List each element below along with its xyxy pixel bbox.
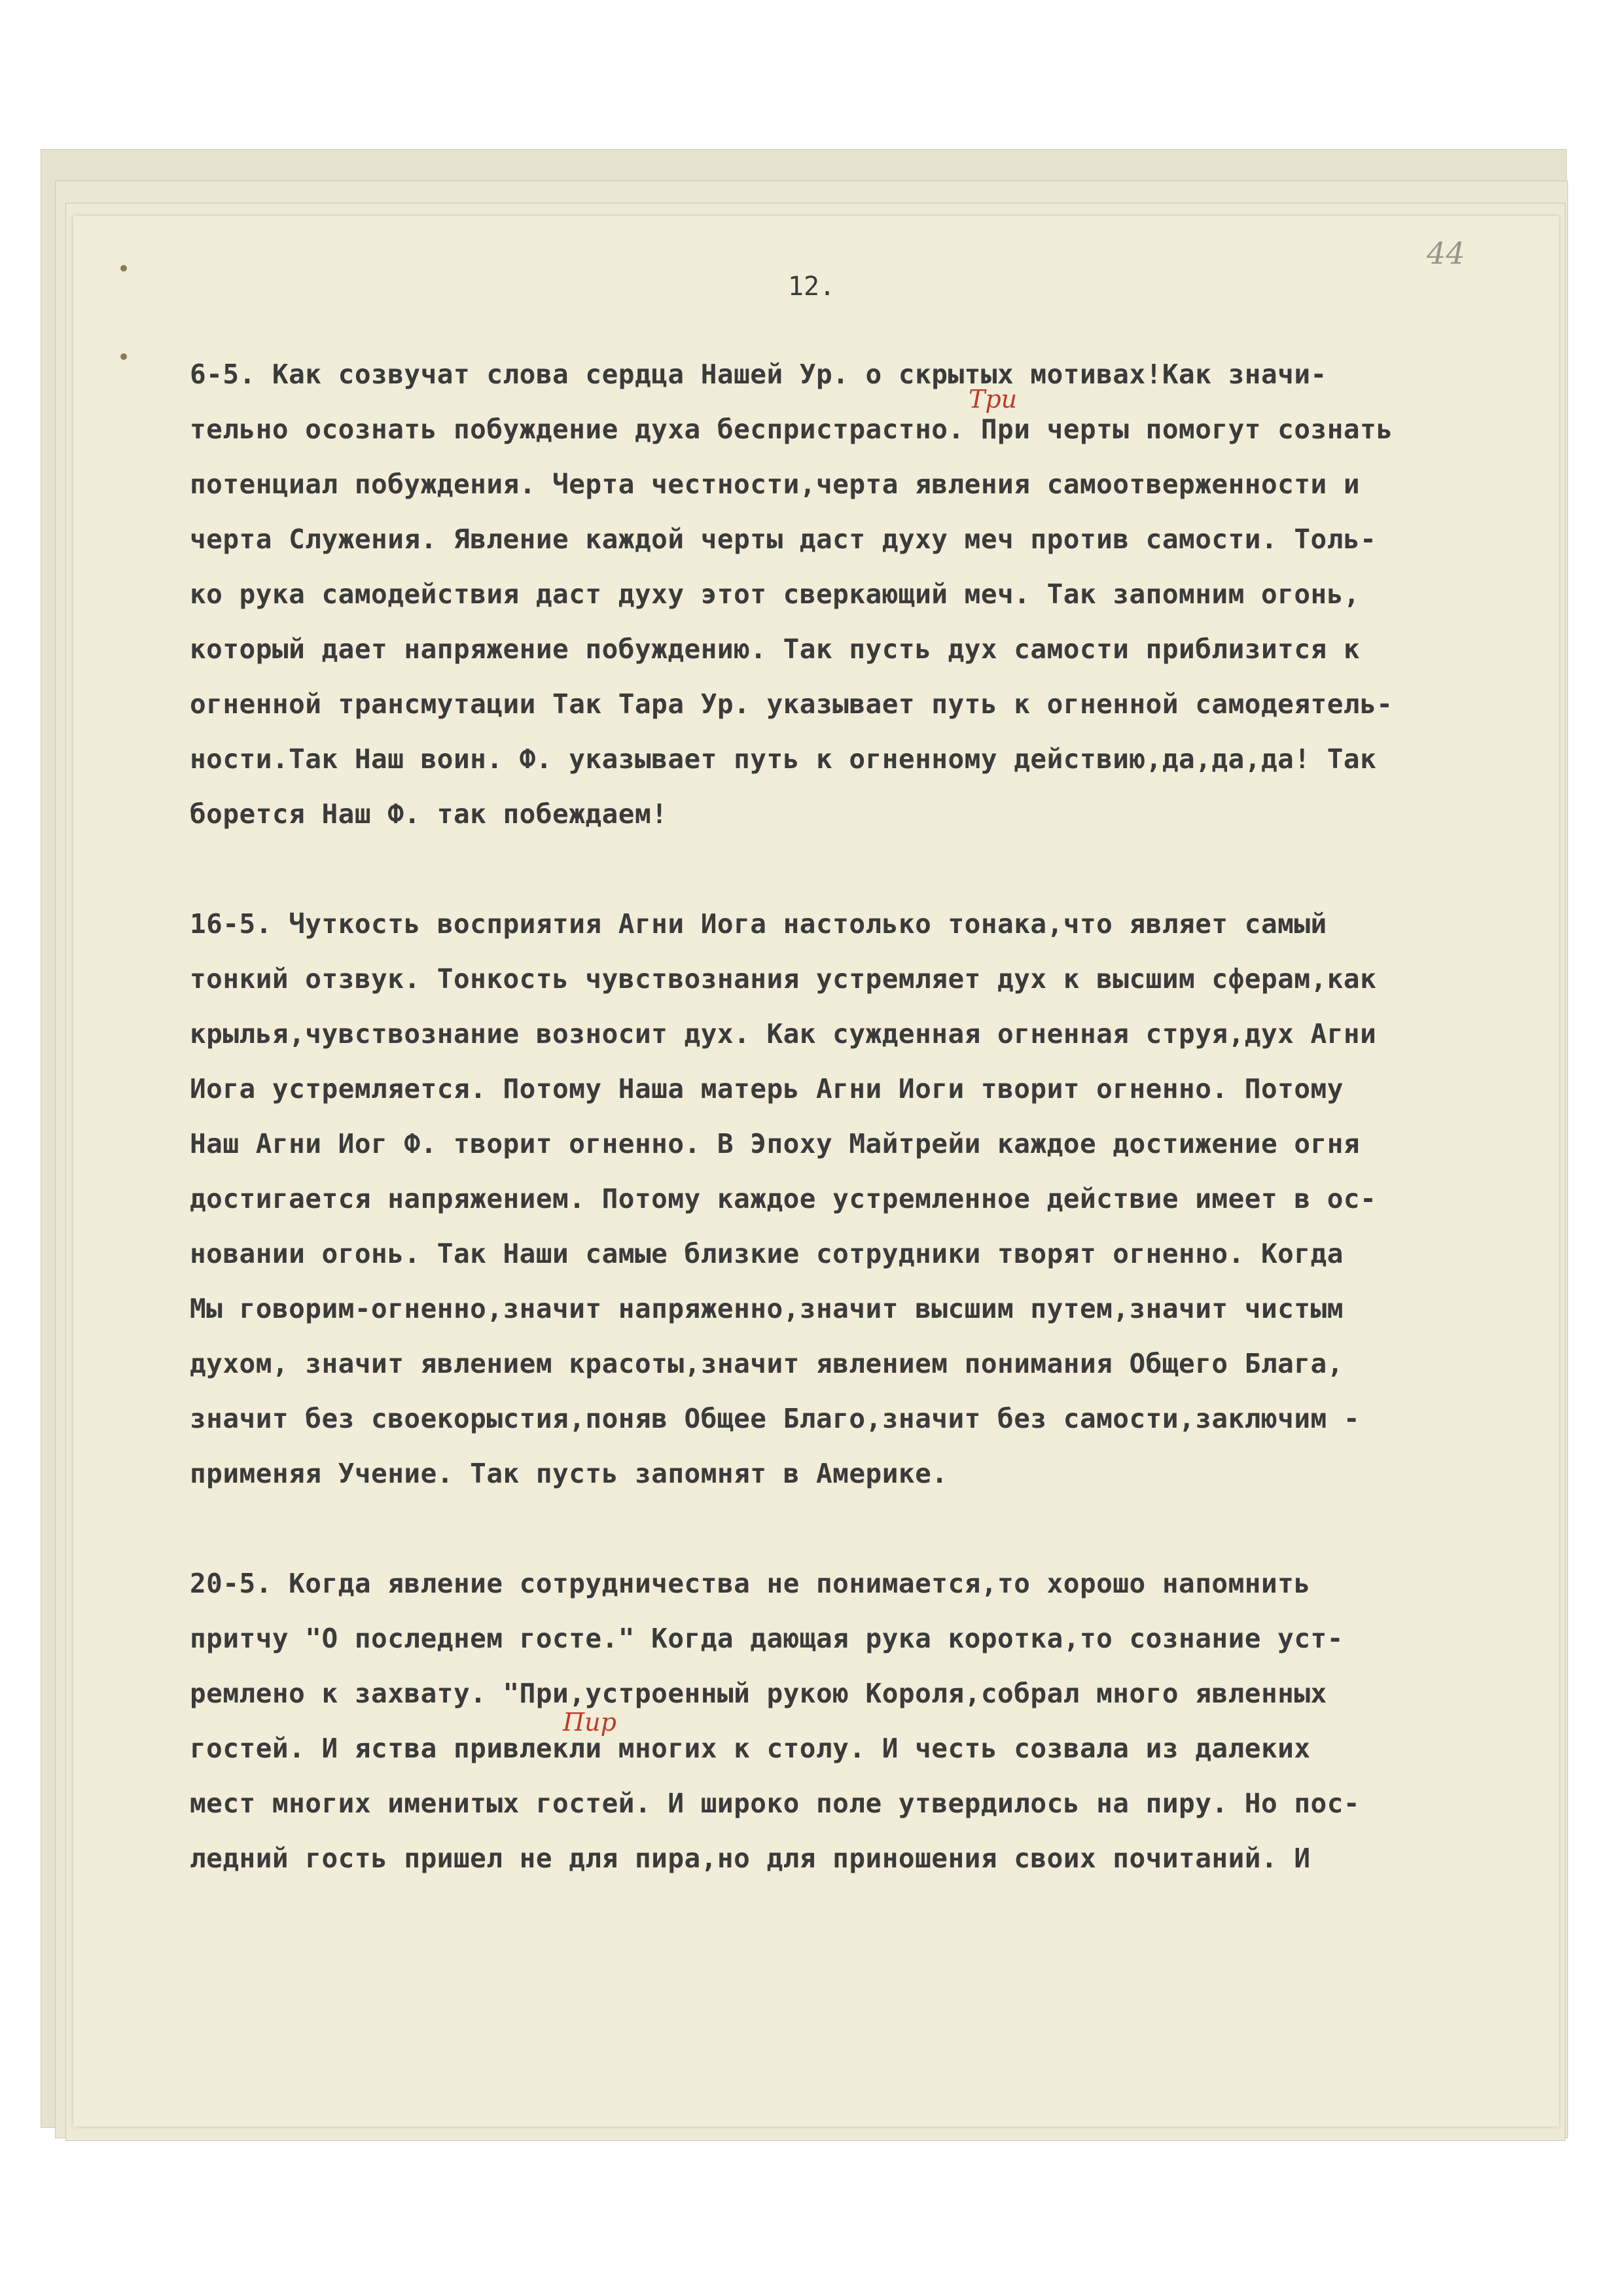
- text-line: Наш Агни Иог Ф. творит огненно. В Эпоху Майтрейи каждое достижение огня: [190, 1128, 1361, 1159]
- text-line: ремлено к захвату. "При,устроенный рукою Короля,собрал много явленных: [190, 1678, 1327, 1709]
- text-line: значит без своекорыстия,поняв Общее Благо,значит без самости,заключим -: [190, 1403, 1361, 1434]
- text-line: достигается напряжением. Потому каждое устремленное действие имеет в ос-: [190, 1183, 1377, 1214]
- text-line: 20-5. Когда явление сотрудничества не понимается,то хорошо напомнить: [190, 1568, 1311, 1599]
- text-line: тельно осознать побуждение духа беспристрастно. При черты помогут сознать: [190, 414, 1393, 445]
- text-line: ледний гость пришел не для пира,но для приношения своих почитаний. И: [190, 1843, 1311, 1874]
- punch-hole-mark: [120, 265, 127, 272]
- text-line: потенциал побуждения. Черта честности,черта явления самоотверженности и: [190, 468, 1361, 500]
- text-line: ко рука самодействия даст духу этот сверкающий меч. Так запомним огонь,: [190, 578, 1361, 610]
- text-line: духом, значит явлением красоты,значит явлением понимания Общего Блага,: [190, 1348, 1344, 1379]
- text-line: Иога устремляется. Потому Наша матерь Агни Иоги творит огненно. Потому: [190, 1073, 1344, 1104]
- text-line: Мы говорим-огненно,значит напряженно,значит высшим путем,значит чистым: [190, 1293, 1344, 1324]
- text-line: притчу "О последнем госте." Когда дающая рука коротка,то сознание уст-: [190, 1623, 1344, 1654]
- text-line: тонкий отзвук. Тонкость чувствознания устремляет дух к высшим сферам,как: [190, 963, 1377, 995]
- typed-text: [190, 347, 1486, 1941]
- text-line: 6-5. Как созвучат слова сердца Нашей Ур. о скрытых мотивах!Как значи-: [190, 359, 1327, 390]
- handwritten-correction: Пир: [563, 1708, 616, 1737]
- text-line: черта Служения. Явление каждой черты даст духу меч против самости. Толь-: [190, 523, 1377, 555]
- text-line: борется Наш Ф. так побеждаем!: [190, 798, 668, 830]
- text-line: 16-5. Чуткость восприятия Агни Иога настолько тонака,что являет самый: [190, 908, 1327, 940]
- text-line: гостей. И яства привлекли многих к столу. И честь созвала из далеких: [190, 1733, 1311, 1764]
- text-line: ности.Так Наш воин. Ф. указывает путь к огненному действию,да,да,да! Так: [190, 743, 1377, 775]
- folio-number: 44: [1427, 236, 1465, 271]
- text-line: новании огонь. Так Наши самые близкие сотрудники творят огненно. Когда: [190, 1238, 1344, 1269]
- punch-hole-mark: [120, 353, 127, 360]
- text-line: мест многих именитых гостей. И широко поле утвердилось на пиру. Но пос-: [190, 1788, 1361, 1819]
- text-line: крылья,чувствознание возносит дух. Как сужденная огненная струя,дух Агни: [190, 1018, 1377, 1050]
- text-line: применяя Учение. Так пусть запомнят в Америке.: [190, 1458, 948, 1489]
- paragraph-6-5: [190, 347, 1486, 841]
- text-line: огненной трансмутации Так Тара Ур. указывает путь к огненной самодеятель-: [190, 688, 1393, 720]
- handwritten-correction: Три: [969, 385, 1018, 414]
- text-line: который дает напряжение побуждению. Так пусть дух самости приблизится к: [190, 633, 1361, 665]
- paragraph-16-5: [190, 896, 1486, 1501]
- page-number: 12.: [787, 272, 836, 302]
- paragraph-20-5: [190, 1556, 1486, 1886]
